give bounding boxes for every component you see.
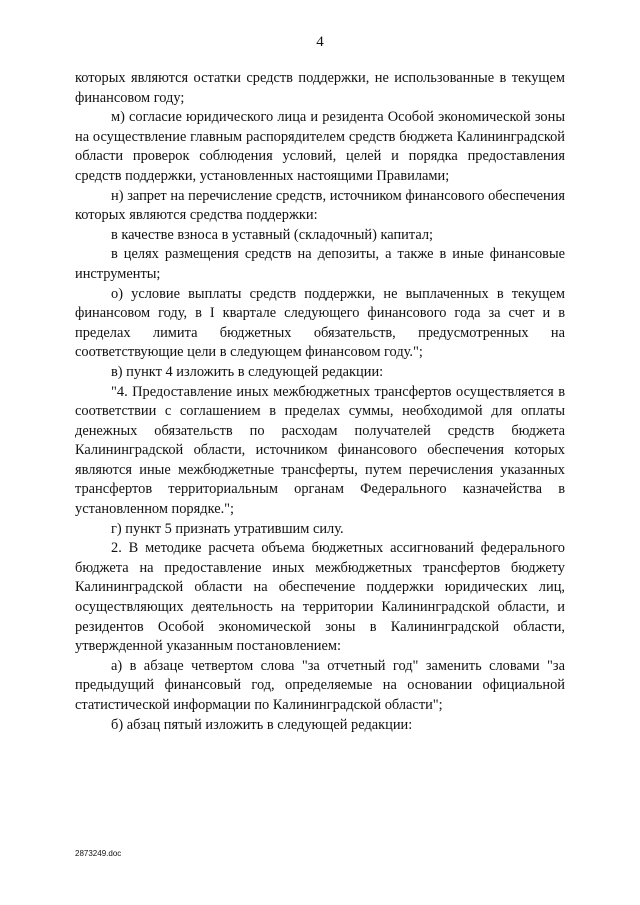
paragraph: 2. В методике расчета объема бюджетных ассигнований федерального бюджета на предоставление иных межбюджетных трансфертов бюджету Калининградской области на обеспечение поддержки юридических лиц, осуществляющих деятельность на территории Калининградской области, и резидентов Особой экономической зоны в Калининградской области, утвержденной указанным постановлением:	[75, 540, 565, 655]
paragraph: а) в абзаце четвертом слова "за отчетный год" заменить словами "за предыдущий финансовый год, определяемые на основании официальной статистической информации по Калининградской области";	[75, 657, 565, 713]
paragraph: г) пункт 5 признать утратившим силу.	[111, 520, 344, 537]
paragraph: "4. Предоставление иных межбюджетных трансфертов осуществляется в соответствии с соглашением в пределах суммы, необходимой для оплаты денежных обязательств по расходам получателей средств бюджета Калининградской области, источником финансового обеспечения которых являются иные межбюджетные трансферты, путем перечисления указанных трансфертов территориальным органам Федерального казначейства в установленном порядке.";	[75, 383, 565, 518]
paragraph: б) абзац пятый изложить в следующей редакции:	[111, 716, 413, 733]
document-filename: 2873249.doc	[75, 849, 122, 858]
paragraph: н) запрет на перечисление средств, источником финансового обеспечения которых являются средства поддержки:	[75, 187, 565, 224]
document-body	[75, 69, 565, 735]
paragraph: м) согласие юридического лица и резидента Особой экономической зоны на осуществление главным распорядителем средств бюджета Калининградской области проверок соблюдения условий, целей и порядка предоставления средств поддержки, установленных настоящими Правилами;	[75, 109, 565, 184]
paragraph: о) условие выплаты средств поддержки, не выплаченных в текущем финансовом году, в I квартале следующего финансового года за счет и в пределах лимита бюджетных обязательств, предусмотренных на соответствующие цели в следующем финансовом году.";	[75, 285, 565, 361]
paragraph: в качестве взноса в уставный (складочный) капитал;	[111, 226, 434, 243]
paragraph: которых являются остатки средств поддержки, не использованные в текущем финансовом году;	[75, 70, 565, 106]
paragraph: в) пункт 4 изложить в следующей редакции:	[111, 363, 384, 380]
page-number: 4	[316, 34, 324, 50]
paragraph: в целях размещения средств на депозиты, а также в иные финансовые инструменты;	[75, 246, 565, 282]
